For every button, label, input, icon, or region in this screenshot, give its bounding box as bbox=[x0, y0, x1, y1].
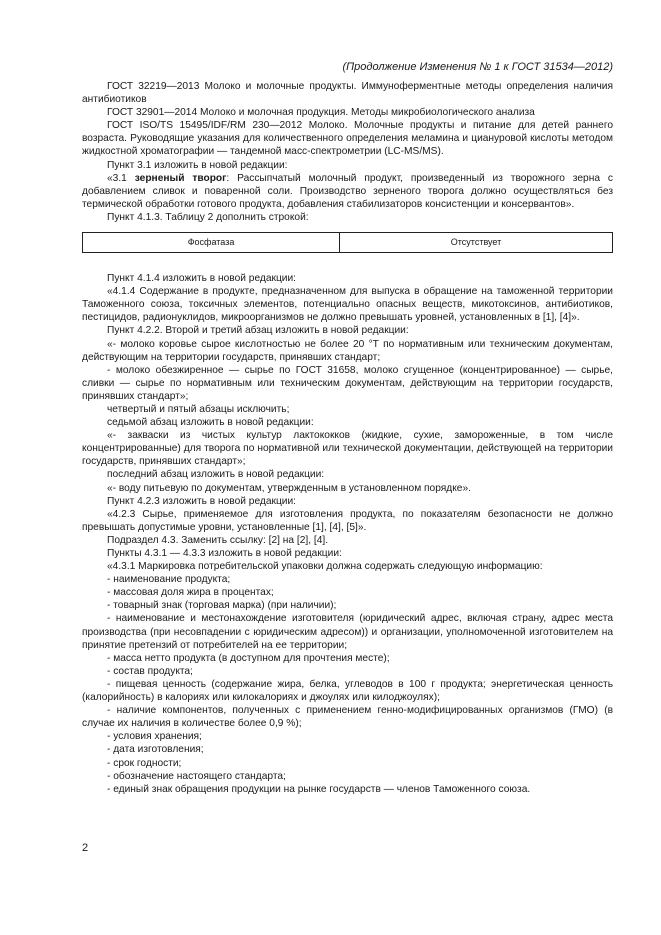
paragraph: последний абзац изложить в новой редакции: bbox=[107, 469, 325, 481]
definition-term: зерненый творог bbox=[134, 172, 227, 184]
phosphatase-table bbox=[82, 232, 613, 253]
paragraph: ГОСТ 32219—2013 Молоко и молочные продукты. Иммуноферментные методы определения наличия антибиотиков bbox=[82, 81, 613, 106]
paragraph: «4.2.3 Сырье, применяемое для изготовления продукта, по показателям безопасности не должно превышать допустимые уровни, установленные [1], [4], [5]». bbox=[82, 508, 613, 533]
definition-paragraph bbox=[82, 172, 613, 211]
list-item: - массовая доля жира в процентах; bbox=[107, 587, 274, 599]
list-item: - состав продукта; bbox=[107, 665, 193, 677]
list-item: - наименование и местонахождение изготовителя (юридический адрес, включая страну, адрес места производства (при несовпадении с юридическим адресом)) и организации, уполномоченной изготовителем на принятие претензий от потребителей на ее территории; bbox=[82, 613, 613, 651]
definition-prefix: «3.1 bbox=[107, 172, 135, 184]
list-item: - пищевая ценность (содержание жира, белка, углеводов в 100 г продукта; энергетическая ценность (калорийность) в калориях или килокалориях и джоулях или килоджоулях); bbox=[82, 678, 613, 704]
definition-text: : Рассыпчатый молочный продукт, произведенный из творожного зерна с добавлением сливок и поваренной соли. Производство зерненого творога должно осуществляться без термической обработки готового продукта, добавления стабилизаторов консистенции и консервантов». bbox=[82, 172, 613, 210]
paragraph: Пункт 4.1.4 изложить в новой редакции: bbox=[107, 273, 297, 285]
document-body bbox=[82, 80, 613, 796]
paragraph: Пункты 4.3.1 — 4.3.3 изложить в новой редакции: bbox=[107, 548, 342, 559]
paragraph: «4.3.1 Маркировка потребительской упаковки должна содержать следующую информацию: bbox=[107, 561, 543, 573]
paragraph: «4.1.4 Содержание в продукте, предназначенном для выпуска в обращение на таможенной территории Таможенного союза, токсичных элементов, потенциально опасных веществ, микотоксинов, антибиотиков, пестицидов, радионуклидов, микроорганизмов не должно превышать уровней, установленных в [1], [4]». bbox=[82, 286, 613, 324]
paragraph: Подраздел 4.3. Заменить ссылку: [2] на [2], [4]. bbox=[107, 534, 329, 546]
paragraph: четвертый и пятый абзацы исключить; bbox=[107, 403, 290, 415]
list-item: - условия хранения; bbox=[107, 731, 202, 743]
paragraph: - молоко обезжиренное — сырье по ГОСТ 31658, молоко сгущенное (концентрированное) — сырье, сливки — сырье по нормативным или техническим документам, действующим на территории государств, принявших стандарт»; bbox=[82, 364, 613, 402]
paragraph: ГОСТ 32901—2014 Молоко и молочная продукция. Методы микробиологического анализа bbox=[107, 107, 535, 119]
paragraph: Пункт 4.2.2. Второй и третий абзац изложить в новой редакции: bbox=[107, 325, 409, 337]
paragraph: Пункт 4.2.3 изложить в новой редакции: bbox=[107, 495, 297, 507]
paragraph: «- воду питьевую по документам, утвержденным в установленном порядке». bbox=[107, 482, 471, 494]
list-item: - наименование продукта; bbox=[107, 574, 231, 586]
table-cell-indicator: Фосфатаза bbox=[83, 233, 340, 253]
page-number: 2 bbox=[82, 842, 89, 854]
paragraph: Пункт 3.1 изложить в новой редакции: bbox=[107, 159, 288, 171]
list-item: - срок годности; bbox=[107, 757, 182, 769]
table-cell-value: Отсутствует bbox=[340, 233, 613, 253]
paragraph: ГОСТ ISO/TS 15495/IDF/RM 230—2012 Молоко. Молочные продукты и питание для детей раннего возраста. Руководящие указания для количественного определения меламина и циануровой кислоты методом жидкостной хроматографии — тандемной масс-спектрометрии (LC-MS/MS). bbox=[82, 120, 613, 158]
list-item: - масса нетто продукта (в доступном для прочтения месте); bbox=[107, 652, 390, 664]
paragraph: Пункт 4.1.3. Таблицу 2 дополнить строкой: bbox=[107, 211, 309, 223]
list-item: - дата изготовления; bbox=[107, 744, 204, 756]
paragraph: «- молоко коровье сырое кислотностью не более 20 °Т по нормативным или техническим документам, действующим на территории государств, принявших стандарт; bbox=[82, 338, 613, 363]
list-item: - наличие компонентов, полученных с применением генно-модифицированных организмов (ГМО) (в случае их наличия в количестве более 0,9 %); bbox=[82, 705, 613, 730]
paragraph: «- закваски из чистых культур лактококков (жидкие, сухие, замороженные, в том числе концентрированные) для творога по нормативной или технической документации, действующей на территории государств, принявших стандарт»; bbox=[82, 430, 613, 468]
list-item: - единый знак обращения продукции на рынке государств — членов Таможенного союза. bbox=[107, 783, 531, 795]
page-header: (Продолжение Изменения № 1 к ГОСТ 31534—2012) bbox=[342, 61, 613, 73]
table-row bbox=[83, 233, 613, 253]
list-item: - товарный знак (торговая марка) (при наличии); bbox=[107, 600, 337, 612]
list-item: - обозначение настоящего стандарта; bbox=[107, 770, 286, 782]
paragraph: седьмой абзац изложить в новой редакции: bbox=[107, 417, 314, 429]
